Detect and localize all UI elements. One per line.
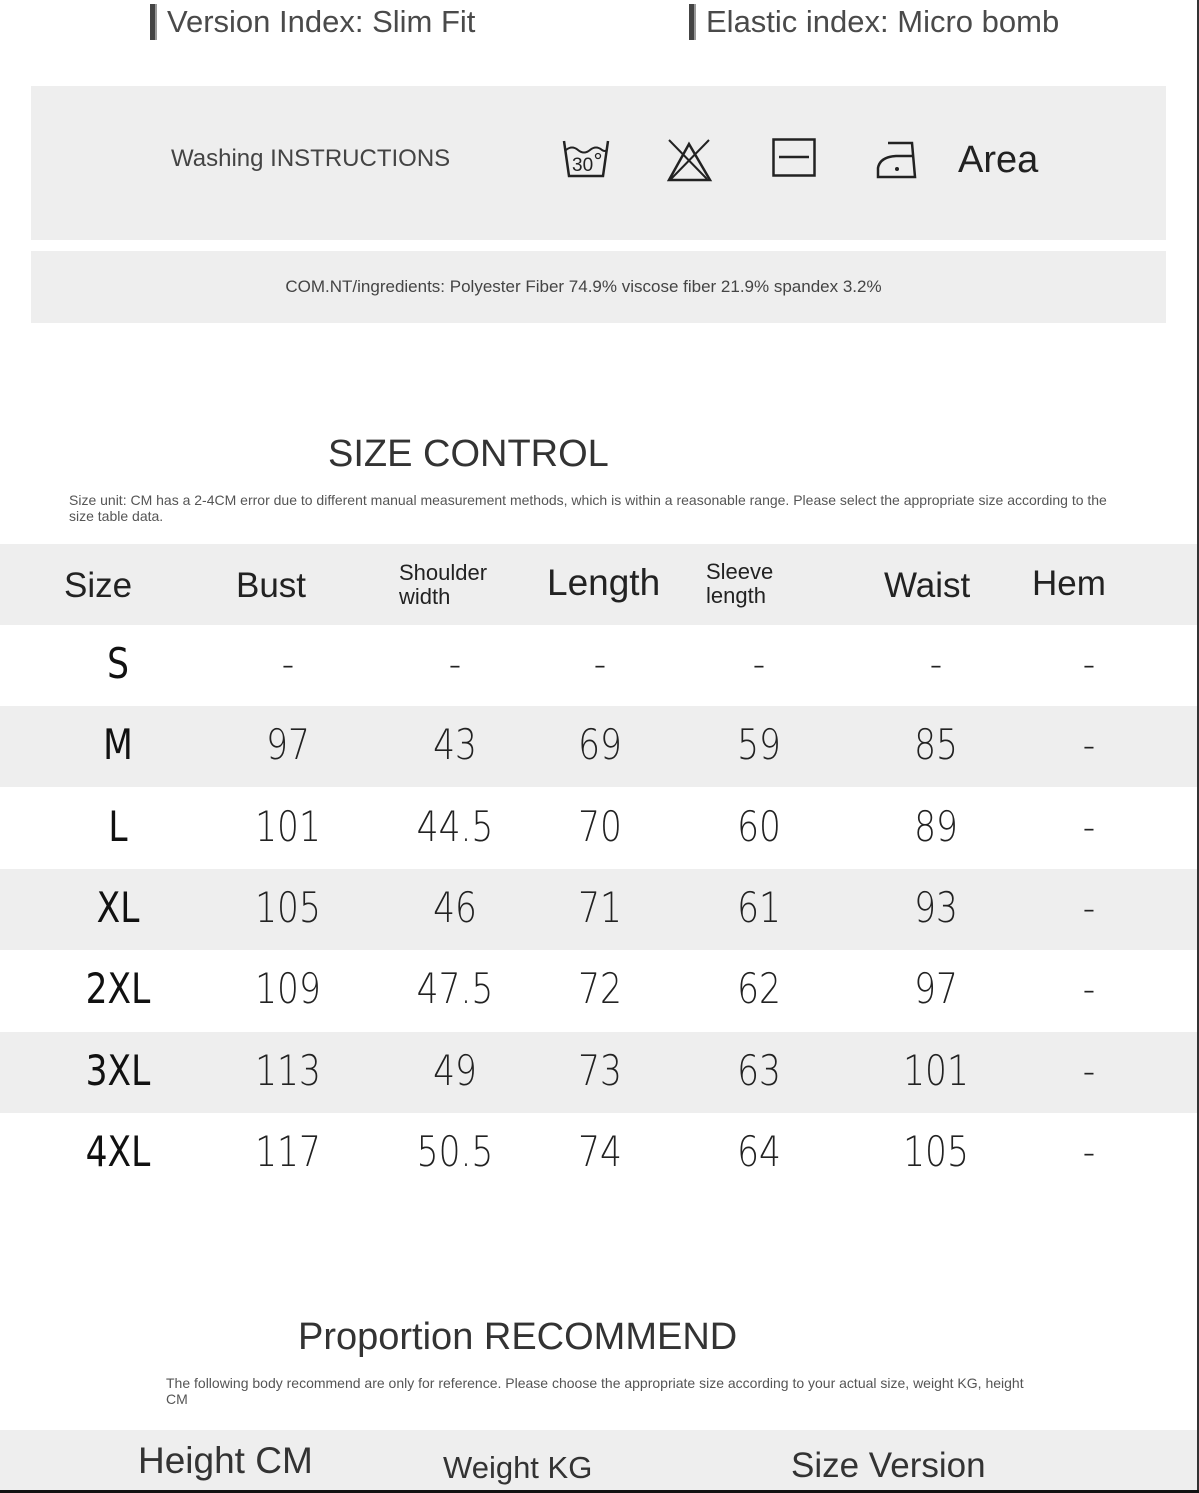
cell-size: S (107, 639, 129, 688)
cell-size: 2XL (85, 964, 151, 1014)
recommend-title: Proportion RECOMMEND (298, 1316, 738, 1358)
elastic-index (689, 4, 1059, 40)
cell-shoulder-width: 46 (433, 882, 477, 932)
table-row (0, 1113, 1197, 1194)
cell-length: 69 (578, 720, 622, 770)
version-index-text: Version Index: Slim Fit (167, 4, 476, 39)
svg-text:30: 30 (572, 155, 594, 176)
header-length: Length (547, 562, 661, 603)
cell-length: 72 (578, 964, 622, 1014)
cell-length: 74 (578, 1126, 622, 1176)
size-control-note: Size unit: CM has a 2-4CM error due to different manual measurement methods, which is within a reasonable range. Please select the appropriate size according to the size table data. (69, 492, 1107, 524)
table-row (0, 1032, 1197, 1113)
table-row (0, 788, 1197, 869)
cell-bust: 117 (255, 1126, 321, 1176)
cell-sleeve-length: 64 (737, 1126, 781, 1176)
bar-marker-icon (689, 4, 696, 40)
washing-instructions-panel (31, 86, 1166, 240)
table-row (0, 706, 1197, 787)
cell-waist: - (929, 639, 943, 688)
ingredients-panel (31, 251, 1166, 323)
cell-length: 70 (578, 801, 622, 851)
table-row (0, 625, 1197, 706)
cell-shoulder-width: 44.5 (416, 801, 494, 851)
cell-hem: - (1082, 964, 1096, 1014)
header-bust: Bust (236, 566, 307, 605)
cell-length: 73 (578, 1045, 622, 1095)
cell-length: 71 (578, 882, 622, 932)
cell-shoulder-width: - (448, 639, 462, 688)
size-control-title: SIZE CONTROL (328, 433, 609, 475)
cell-shoulder-width: 49 (433, 1045, 477, 1095)
bar-marker-icon (150, 4, 157, 40)
size-table-header (0, 544, 1197, 625)
cell-size: 3XL (85, 1045, 151, 1095)
cell-waist: 93 (914, 882, 958, 932)
header-hem: Hem (1032, 564, 1106, 603)
cell-waist: 89 (914, 801, 958, 851)
cell-hem: - (1082, 1126, 1096, 1176)
cell-waist: 105 (903, 1126, 969, 1176)
table-row (0, 869, 1197, 950)
dry-flat-icon (772, 138, 816, 178)
recommend-note: The following body recommend are only for reference. Please choose the appropriate size according to your actual size, weight KG, height CM (166, 1375, 1024, 1407)
header-height-cm: Height CM (138, 1440, 313, 1481)
cell-hem: - (1082, 720, 1096, 770)
cell-shoulder-width: 50.5 (416, 1126, 494, 1176)
cell-hem: - (1082, 801, 1096, 851)
iron-low-heat-icon (876, 138, 918, 180)
ingredients-text: COM.NT/ingredients: Polyester Fiber 74.9% viscose fiber 21.9% spandex 3.2% (285, 277, 882, 296)
header-waist: Waist (884, 566, 971, 605)
cell-sleeve-length: - (752, 639, 766, 688)
cell-bust: 97 (266, 720, 310, 770)
version-index (150, 4, 475, 40)
cell-size: XL (96, 882, 140, 932)
header-size: Size (64, 566, 133, 605)
cell-sleeve-length: 62 (737, 964, 781, 1014)
cell-sleeve-length: 63 (737, 1045, 781, 1095)
cell-waist: 101 (903, 1045, 969, 1095)
cell-size: M (103, 720, 133, 770)
cell-bust: 109 (255, 964, 321, 1014)
cell-bust: 105 (255, 882, 321, 932)
cell-hem: - (1082, 639, 1096, 688)
header-weight-kg: Weight KG (443, 1450, 593, 1485)
cell-sleeve-length: 61 (737, 882, 781, 932)
cell-sleeve-length: 60 (737, 801, 781, 851)
cell-bust: 101 (255, 801, 321, 851)
cell-sleeve-length: 59 (737, 720, 781, 770)
area-label: Area (958, 139, 1039, 181)
cell-size: 4XL (85, 1126, 151, 1176)
cell-hem: - (1082, 1045, 1096, 1095)
cell-bust: - (281, 639, 295, 688)
cell-size: L (108, 801, 128, 851)
elastic-index-text: Elastic index: Micro bomb (706, 4, 1060, 39)
header-sleeve-length: Sleeve length (706, 559, 774, 608)
wash-30-degrees-icon (561, 138, 611, 180)
cell-length: - (593, 639, 607, 688)
cell-hem: - (1082, 882, 1096, 932)
cell-waist: 85 (914, 720, 958, 770)
cell-shoulder-width: 43 (433, 720, 477, 770)
header-shoulder-width: Shoulder width (399, 560, 488, 609)
cell-shoulder-width: 47.5 (416, 964, 494, 1014)
recommend-table-header (0, 1430, 1197, 1490)
washing-label: Washing INSTRUCTIONS (171, 145, 451, 172)
cell-waist: 97 (914, 964, 958, 1014)
do-not-bleach-icon (667, 138, 713, 182)
cell-bust: 113 (255, 1045, 321, 1095)
header-size-version: Size Version (791, 1446, 986, 1485)
table-row (0, 950, 1197, 1031)
